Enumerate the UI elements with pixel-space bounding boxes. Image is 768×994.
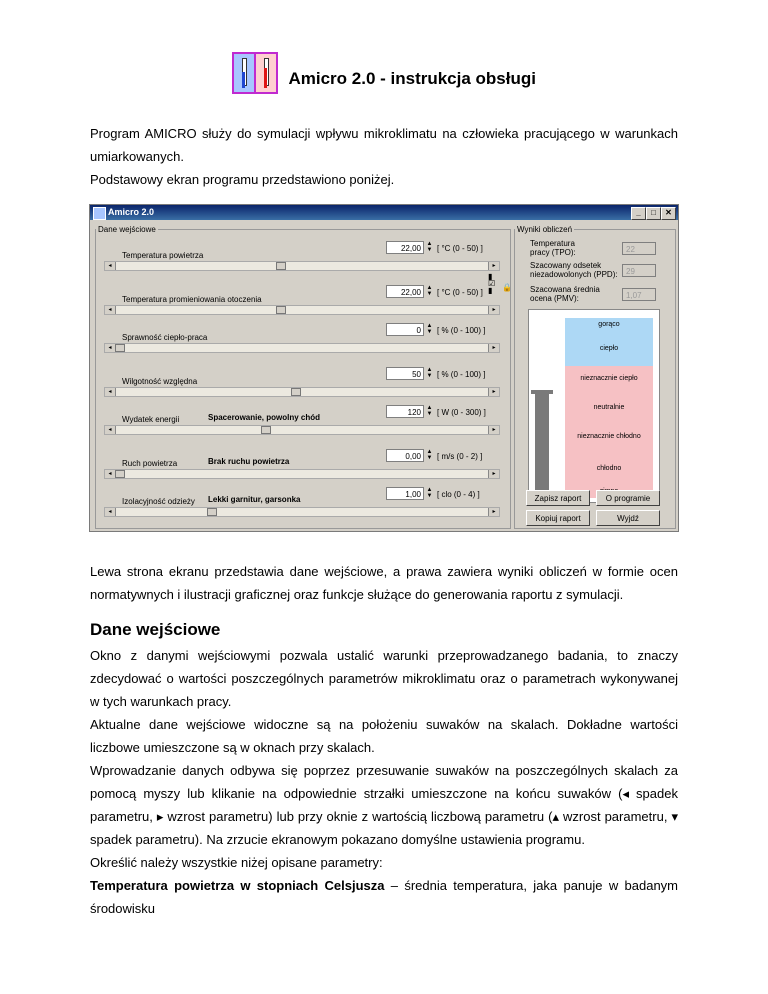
input-row-label: Izolacyjność odzieży (122, 497, 195, 506)
slider-decrease-icon[interactable]: ◂ (105, 306, 116, 314)
scale-band (565, 394, 653, 424)
input-row-slider[interactable] (104, 387, 500, 397)
paragraph-screen-intro: Podstawowy ekran programu przedstawiono poniżej. (90, 172, 395, 187)
close-button[interactable]: ✕ (661, 207, 676, 220)
input-row-description: Spacerowanie, powolny chód (208, 413, 321, 422)
slider-decrease-icon[interactable]: ◂ (105, 470, 116, 478)
slider-thumb[interactable] (115, 470, 125, 478)
input-row-value-field[interactable]: 22,00 (386, 285, 424, 298)
value-spinner-icon[interactable]: ▲ ▼ (426, 487, 433, 499)
input-row-unit: [ W (0 - 300) ] (437, 408, 486, 417)
input-row-slider[interactable] (104, 425, 500, 435)
scale-indicator-bar (535, 390, 549, 502)
input-row-unit: [ % (0 - 100) ] (437, 326, 486, 335)
input-row-label: Temperatura powietrza (122, 251, 204, 260)
slider-increase-icon[interactable]: ▸ (488, 388, 499, 396)
slider-decrease-icon[interactable]: ◂ (105, 508, 116, 516)
input-row-slider[interactable] (104, 305, 500, 315)
input-row-label: Wilgotność względna (122, 377, 198, 386)
arrow-right-icon: ▸ (156, 809, 164, 824)
slider-decrease-icon[interactable]: ◂ (105, 344, 116, 352)
air-temperature-term: Temperatura powietrza w stopniach Celsjusza (90, 878, 385, 893)
scale-indicator-cap (531, 390, 553, 394)
value-spinner-icon[interactable]: ▲ ▼ (426, 449, 433, 461)
scale-band (565, 424, 653, 452)
input-row-value-field[interactable]: 22,00 (386, 241, 424, 254)
scale-band (565, 318, 653, 334)
result-label: Szacowany odsetek (530, 261, 602, 270)
input-row-label: Ruch powietrza (122, 459, 178, 468)
page-title: Amicro 2.0 - instrukcja obsługi (288, 69, 536, 88)
scale-band-label: ciepło (599, 345, 619, 352)
arrow-left-icon: ◂ (622, 786, 629, 801)
input-row-value-field[interactable]: 120 (386, 405, 424, 418)
result-label-cont: niezadowolonych (PPD): (530, 270, 618, 279)
scale-band-label: nieznacznie chłodno (577, 433, 641, 440)
arrow-up-icon: ▴ (552, 809, 559, 824)
slider-increase-icon[interactable]: ▸ (488, 262, 499, 270)
slider-thumb[interactable] (207, 508, 217, 516)
input-group-title: Dane wejściowe (98, 225, 156, 234)
input-row-description: Brak ruchu powietrza (208, 457, 290, 466)
slider-thumb[interactable] (115, 344, 125, 352)
slider-thumb[interactable] (291, 388, 301, 396)
slider-thumb[interactable] (276, 262, 286, 270)
paragraph-input-window: Okno z danymi wejściowymi pozwala ustalić warunki przeprowadzanego badania, to znaczy zdecydować o wartości poszczególnych parametrów mikroklimatu oraz o parametrach wykonywanej w tych warunkach pracy. (90, 648, 678, 709)
result-label-cont: ocena (PMV): (530, 294, 579, 303)
input-row-slider[interactable] (104, 507, 500, 517)
slider-increase-icon[interactable]: ▸ (488, 344, 499, 352)
paragraph-parameters-intro: Określić należy wszystkie niżej opisane parametry: (90, 855, 383, 870)
result-value-field: 22 (622, 242, 656, 255)
input-row-unit: [ clo (0 - 4) ] (437, 490, 480, 499)
paragraph-current-values: Aktualne dane wejściowe widoczne są na położeniu suwaków na skalach. Dokładne wartości liczbowe umieszczone są w oknach przy skalach. (90, 717, 678, 755)
data-entry-text-3: wzrost parametru) lub przy oknie z wartością liczbową parametru ( (163, 809, 553, 824)
input-row-slider[interactable] (104, 469, 500, 479)
input-row-label: Sprawność ciepło-praca (122, 333, 208, 342)
air-temperature-definition: – średnia temperatura, jaka panuje w badanym środowisku (90, 878, 679, 916)
result-label: Szacowana średnia (530, 285, 600, 294)
input-row-label: Temperatura promieniowania otoczenia (122, 295, 262, 304)
section-heading: Dane wejściowe (90, 620, 221, 639)
scale-band (565, 452, 653, 488)
exit-button[interactable]: Wyjdź (596, 510, 660, 526)
data-entry-text-4: wzrost parametru, (559, 809, 672, 824)
input-row-value-field[interactable]: 0 (386, 323, 424, 336)
app-window (89, 204, 679, 532)
app-icon (93, 207, 106, 220)
document-header (0, 52, 768, 92)
scale-band-label: nieznacznie ciepło (580, 375, 638, 382)
input-row-description: Lekki garnitur, garsonka (208, 495, 301, 504)
input-row-value-field[interactable]: 0,00 (386, 449, 424, 462)
value-spinner-icon[interactable]: ▲ ▼ (426, 405, 433, 417)
slider-decrease-icon[interactable]: ◂ (105, 262, 116, 270)
result-value-field: 29 (622, 264, 656, 277)
result-label-cont: pracy (TPO): (530, 248, 576, 257)
value-spinner-icon[interactable]: ▲ ▼ (426, 367, 433, 379)
copy-report-button[interactable]: Kopiuj raport (526, 510, 590, 526)
slider-decrease-icon[interactable]: ◂ (105, 426, 116, 434)
input-row-unit: [ m/s (0 - 2) ] (437, 452, 483, 461)
results-group-title: Wyniki obliczeń (517, 225, 573, 234)
comfort-scale (528, 309, 660, 503)
save-report-button[interactable]: Zapisz raport (526, 490, 590, 506)
paragraph-screen-description: Lewa strona ekranu przedstawia dane wejściowe, a prawa zawiera wyniki obliczeń w formie ocen normatywnych i ilustracji graficznej oraz funkcje służące do generowania raportu z symulacji. (90, 564, 678, 602)
input-row-slider[interactable] (104, 261, 500, 271)
slider-decrease-icon[interactable]: ◂ (105, 388, 116, 396)
input-row-unit: [ °C (0 - 50) ] (437, 244, 483, 253)
input-row-label: Wydatek energii (122, 415, 180, 424)
window-titlebar (90, 205, 678, 220)
slider-increase-icon[interactable]: ▸ (488, 508, 499, 516)
data-entry-text-1: Wprowadzanie danych odbywa się poprzez przesuwanie suwaków na poszczególnych skalach za pomocą myszy lub klikanie na odpowiednie strzałki umieszczone na końcu suwaków ( (90, 763, 678, 801)
slider-increase-icon[interactable]: ▸ (488, 426, 499, 434)
slider-increase-icon[interactable]: ▸ (488, 470, 499, 478)
window-title: Amicro 2.0 (108, 207, 155, 217)
paragraph-air-temperature (90, 874, 678, 920)
slider-thumb[interactable] (261, 426, 271, 434)
scale-band-label: chłodno (596, 465, 622, 472)
input-row-unit: [ °C (0 - 50) ] (437, 288, 483, 297)
thermometer-logo-icon (232, 52, 278, 92)
scale-band (565, 334, 653, 366)
input-row-unit: [ % (0 - 100) ] (437, 370, 486, 379)
lock-icon: 🔒 (502, 283, 512, 292)
arrow-down-icon: ▾ (671, 809, 678, 824)
data-entry-text-5: spadek parametru). Na zrzucie ekranowym pokazano domyślne ustawienia programu. (90, 832, 585, 847)
result-value-field: 1,07 (622, 288, 656, 301)
link-temperatures-checkbox[interactable]: ▮ ☑ ▮ (488, 272, 496, 295)
value-spinner-icon[interactable]: ▲ ▼ (426, 285, 433, 297)
slider-thumb[interactable] (276, 306, 286, 314)
minimize-button[interactable]: _ (631, 207, 646, 220)
value-spinner-icon[interactable]: ▲ ▼ (426, 323, 433, 335)
paragraph-intro: Program AMICRO służy do symulacji wpływu mikroklimatu na człowieka pracującego w warunkach umiarkowanych. (90, 126, 678, 164)
scale-band (565, 366, 653, 394)
scale-band-label: gorąco (598, 321, 620, 328)
scale-band-label: neutralnie (593, 404, 625, 411)
paragraph-data-entry (90, 759, 678, 851)
result-label: Temperatura (530, 239, 575, 248)
data-entry-text-2: spadek parametru, (90, 786, 678, 824)
input-row-slider[interactable] (104, 343, 500, 353)
about-button[interactable]: O programie (596, 490, 660, 506)
maximize-button[interactable]: □ (646, 207, 661, 220)
input-row-value-field[interactable]: 1,00 (386, 487, 424, 500)
input-row-value-field[interactable]: 50 (386, 367, 424, 380)
slider-increase-icon[interactable]: ▸ (488, 306, 499, 314)
value-spinner-icon[interactable]: ▲ ▼ (426, 241, 433, 253)
